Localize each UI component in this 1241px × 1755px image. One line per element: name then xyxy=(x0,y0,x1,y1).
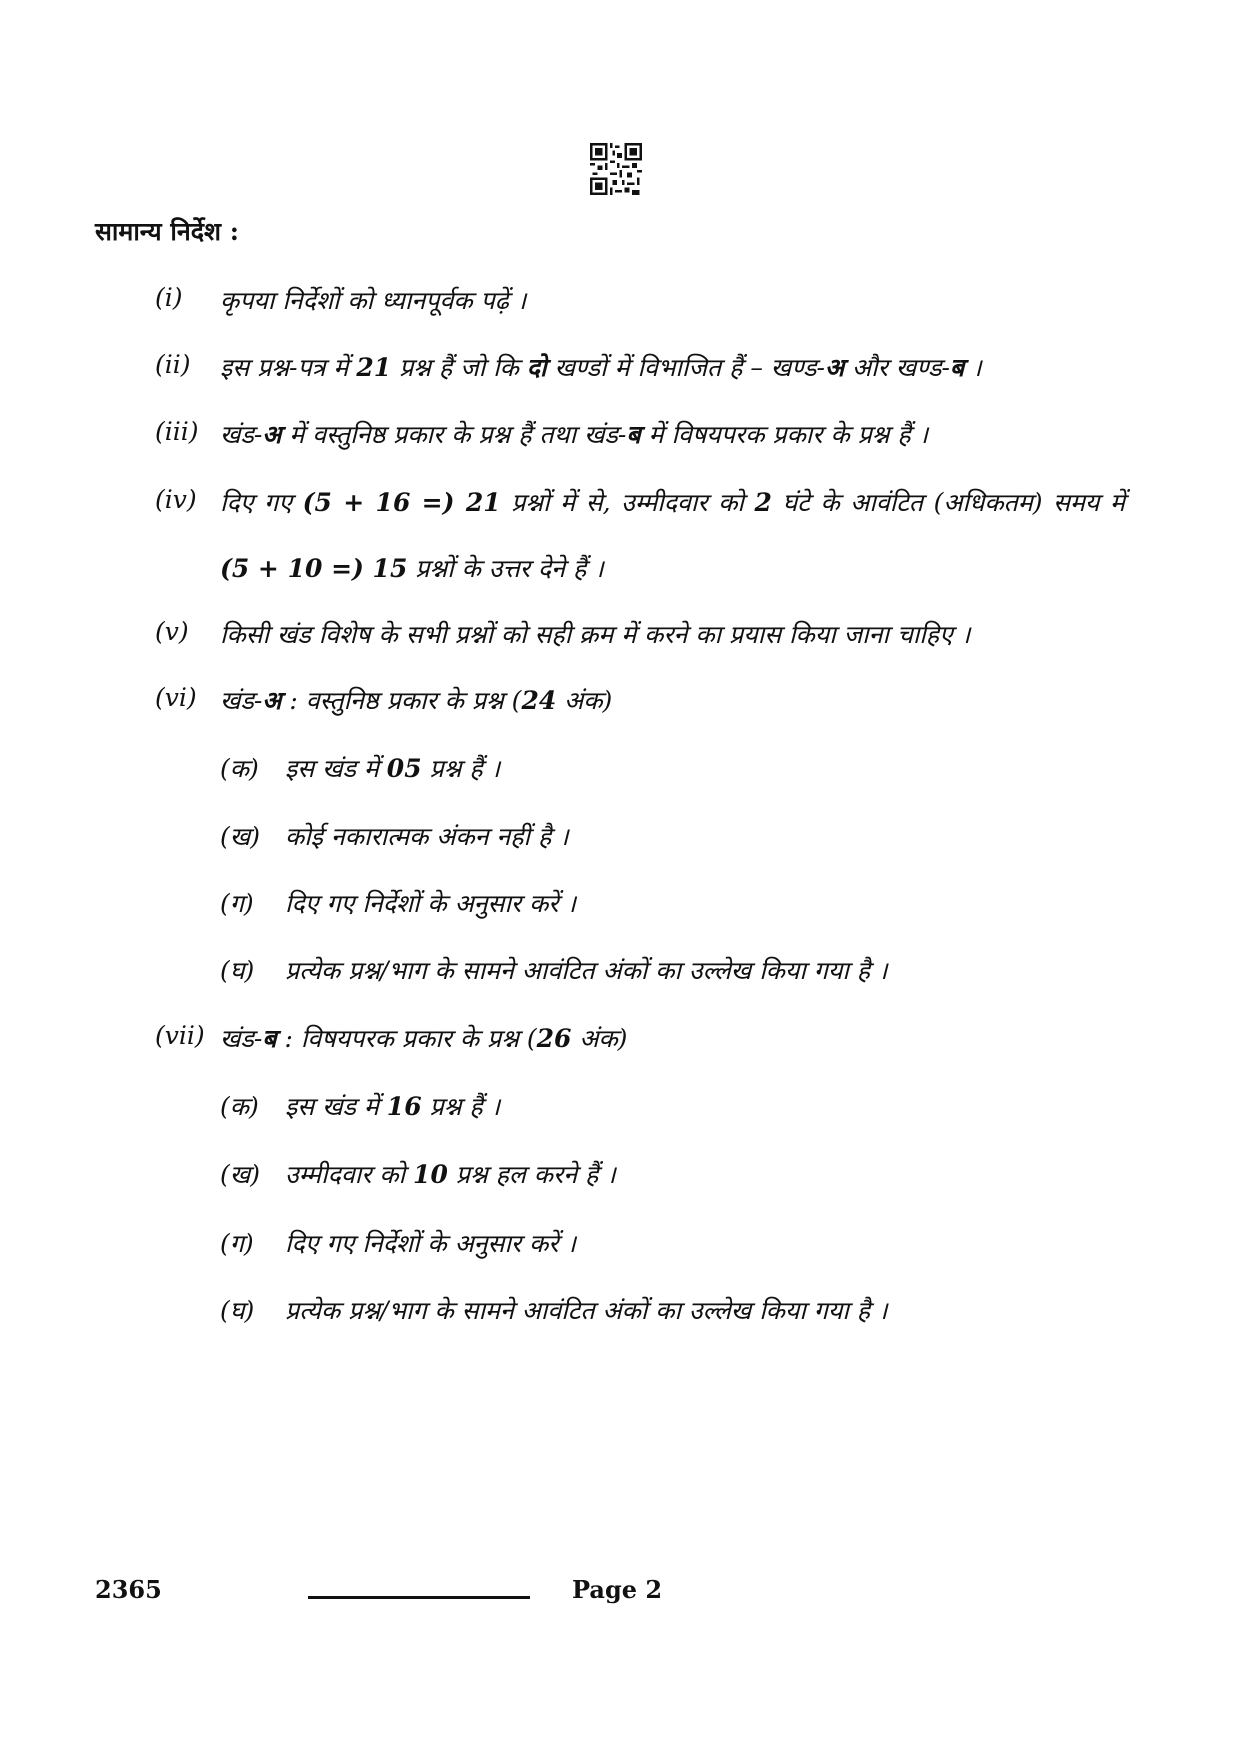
text-run: प्रत्येक प्रश्न/भाग के सामने आवंटित अंकों का उल्लेख किया गया है । xyxy=(285,956,888,985)
item-number: (vi) xyxy=(155,683,197,712)
text-run: प्रश्नों में से, उम्मीदवार को xyxy=(500,488,755,517)
text-run: खंड- xyxy=(220,686,263,715)
item-text xyxy=(285,751,500,785)
item-text xyxy=(220,683,612,717)
text-run: 21 xyxy=(356,353,392,382)
text-run: खंड- xyxy=(220,1024,263,1053)
text-run: इस खंड में xyxy=(285,1092,387,1121)
text-run: 16 xyxy=(386,1092,422,1121)
item-text xyxy=(285,1293,888,1327)
text-run: (5 + 16 =) 21 xyxy=(302,488,501,517)
text-run: अ xyxy=(262,420,282,449)
instructions-heading: सामान्य निर्देश : xyxy=(95,217,239,246)
text-run: 2 xyxy=(754,488,772,517)
item-text xyxy=(220,617,970,651)
item-number: (vii) xyxy=(155,1021,205,1050)
item-number: (घ) xyxy=(220,1296,255,1325)
item-number: (i) xyxy=(155,283,183,312)
text-run: 24 xyxy=(521,686,557,715)
text-run: दिए गए निर्देशों के अनुसार करें । xyxy=(285,889,576,918)
text-run: इस खंड में xyxy=(285,754,387,783)
qr-code-icon xyxy=(590,143,642,195)
item-number: (क) xyxy=(220,1092,259,1121)
text-run: अ xyxy=(262,686,282,715)
text-run: और खण्ड- xyxy=(844,353,950,382)
text-run: अ xyxy=(824,353,845,382)
item-number: (ग) xyxy=(220,1229,254,1258)
text-run: 10 xyxy=(413,1160,448,1189)
item-text xyxy=(285,953,888,987)
paper-code: 2365 xyxy=(95,1575,162,1604)
text-run: किसी खंड विशेष के सभी प्रश्नों को सही क्रम में करने का प्रयास किया जाना चाहिए । xyxy=(220,620,971,649)
text-run: । xyxy=(964,353,982,382)
item-text xyxy=(220,485,1125,519)
text-run: खंड- xyxy=(220,420,263,449)
text-run: ब xyxy=(262,1024,277,1053)
item-number: (ग) xyxy=(220,889,254,918)
item-text xyxy=(220,350,982,384)
item-number: (ख) xyxy=(220,1160,260,1189)
item-number: (घ) xyxy=(220,956,255,985)
text-run: दो xyxy=(526,353,547,382)
text-run: प्रश्न हैं । xyxy=(421,754,501,783)
text-run: प्रश्न हैं । xyxy=(421,1092,501,1121)
item-text xyxy=(220,417,928,451)
item-text xyxy=(285,1157,616,1191)
text-run: : विषयपरक प्रकार के प्रश्न ( xyxy=(276,1024,537,1053)
item-number: (iii) xyxy=(155,417,199,446)
item-text xyxy=(285,819,569,853)
item-number: (ख) xyxy=(220,822,260,851)
page-number: Page 2 xyxy=(572,1575,663,1604)
item-text xyxy=(220,283,526,317)
text-run: अंक) xyxy=(571,1024,628,1053)
item-text xyxy=(220,551,604,585)
text-run: इस प्रश्न-पत्र में xyxy=(220,353,357,382)
item-number: (ii) xyxy=(155,350,191,379)
item-text xyxy=(285,886,576,920)
text-run: कोई नकारात्मक अंकन नहीं है । xyxy=(285,822,569,851)
text-run: अंक) xyxy=(556,686,613,715)
footer-divider xyxy=(308,1596,530,1599)
text-run: 26 xyxy=(536,1024,572,1053)
item-text xyxy=(285,1089,500,1123)
text-run: कृपया निर्देशों को ध्यानपूर्वक पढ़ें । xyxy=(220,286,527,315)
text-run: ब xyxy=(626,420,641,449)
text-run: दिए गए xyxy=(220,488,303,517)
text-run: दिए गए निर्देशों के अनुसार करें । xyxy=(285,1229,576,1258)
text-run: में वस्तुनिष्ठ प्रकार के प्रश्न हैं तथा खंड- xyxy=(281,420,627,449)
text-run: प्रश्नों के उत्तर देने हैं । xyxy=(407,554,604,583)
text-run: प्रश्न हल करने हैं । xyxy=(447,1160,616,1189)
item-text xyxy=(285,1226,576,1260)
item-number: (v) xyxy=(155,617,189,646)
text-run: खण्डों में विभाजित हैं – खण्ड- xyxy=(546,353,825,382)
item-text xyxy=(220,1021,627,1055)
text-run: घंटे के आवंटित (अधिकतम) समय में xyxy=(771,488,1125,517)
text-run: में विषयपरक प्रकार के प्रश्न हैं । xyxy=(640,420,929,449)
text-run: ब xyxy=(949,353,965,382)
item-number: (क) xyxy=(220,754,259,783)
text-run: प्रश्न हैं जो कि xyxy=(391,353,527,382)
item-number: (iv) xyxy=(155,485,197,514)
text-run: (5 + 10 =) 15 xyxy=(220,554,408,583)
text-run: उम्मीदवार को xyxy=(285,1160,414,1189)
text-run: 05 xyxy=(386,754,422,783)
text-run: : वस्तुनिष्ठ प्रकार के प्रश्न ( xyxy=(281,686,522,715)
text-run: प्रत्येक प्रश्न/भाग के सामने आवंटित अंकों का उल्लेख किया गया है । xyxy=(285,1296,888,1325)
